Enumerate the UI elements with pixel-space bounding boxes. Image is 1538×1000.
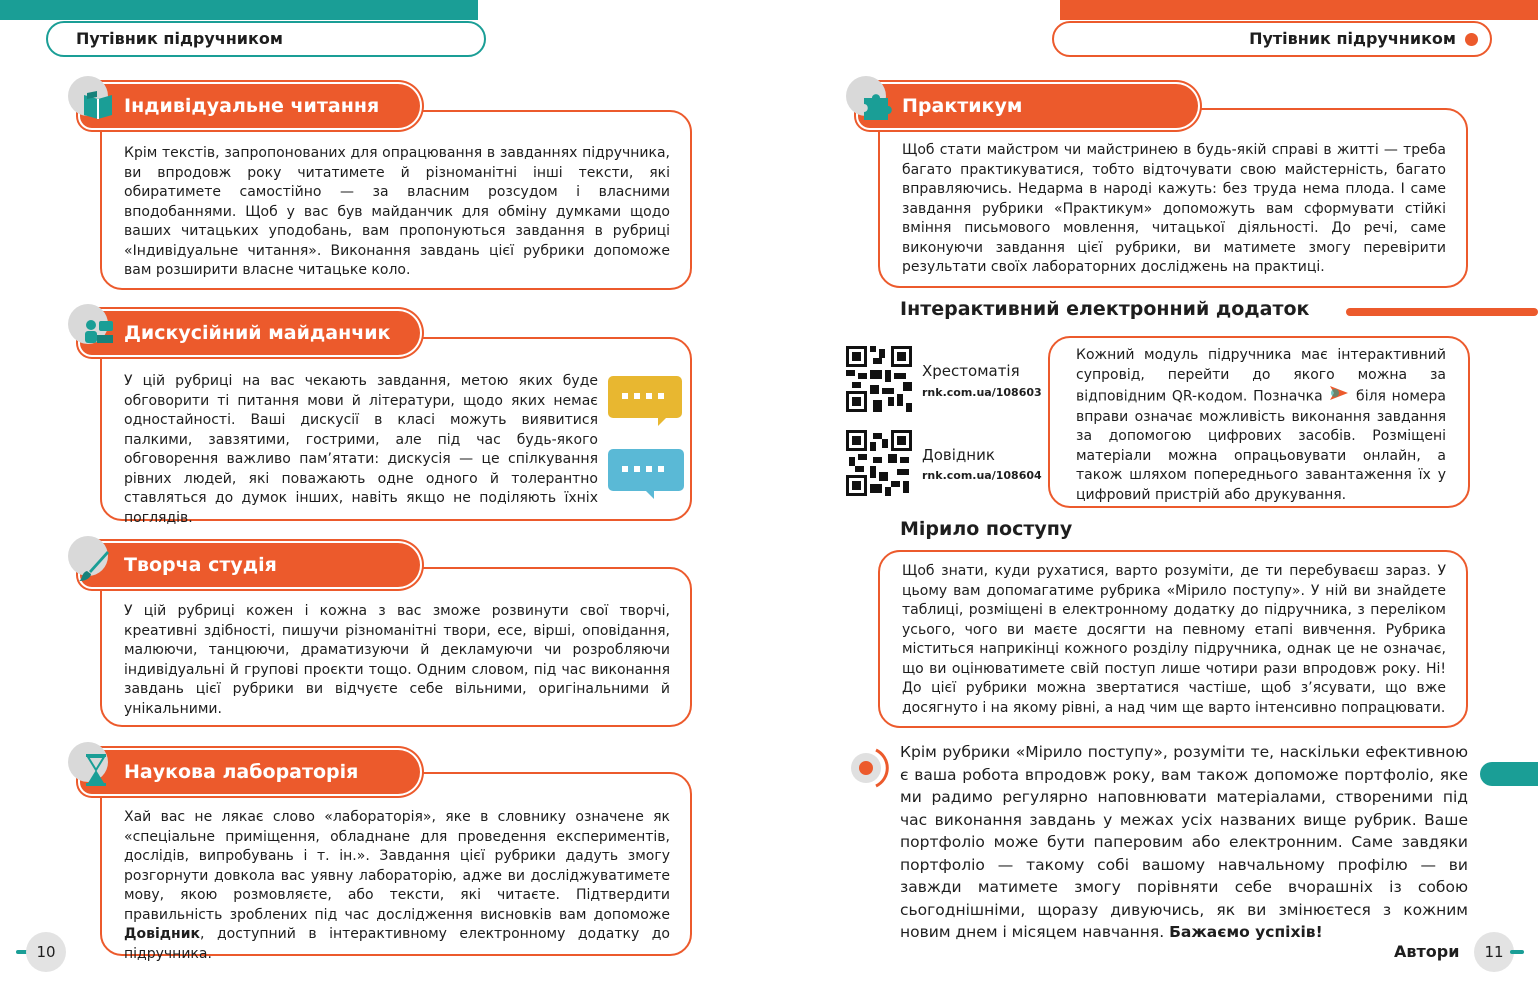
section-text-individual-reading: Крім текстів, запропонованих для опрацювання в завданнях підручника, ви впродовж року читатимете й різноманітні інші тексти, які обиратимете самостійно — за власним розсудом і власними вподобаннями. Щоб у вас був майданчик для обміну думками щодо ваших читацьких уподобань, вам пропонуються завдання в рубриці «Індивідуальне читання». Виконання завдань цієї рубрики допоможе вам розширити власне читацьке коло.: [124, 145, 670, 278]
section-title-text: Практикум: [902, 95, 1023, 117]
heading-orange-line: [1346, 308, 1538, 316]
qr-url-anthology[interactable]: rnk.com.ua/108603: [922, 386, 1042, 399]
section-box-creative-studio: [100, 567, 692, 727]
section-box-practicum: [878, 108, 1468, 288]
qr-label-handbook: Довідник: [922, 446, 995, 464]
brush-icon: [74, 546, 114, 586]
interactive-info-box: [1048, 336, 1470, 508]
text-part: Хай вас не лякає слово «лабораторія», яке в словнику означене як «спеціальне приміщення, обладнане для проведення експериментів, дослідів, випробувань і т. ін.». Завдання цієї рубрики дадуть змогу розгорнути довкола вас уявну лабораторію, адже ви досліджуватимете мову, якою розмовляєте, або тексти, які читаєте. Підтвердити правильність зроблених під час дослідження висновків вам допоможе: [124, 809, 670, 923]
header-title-left-text: Путівник підручником: [76, 29, 283, 48]
section-title-discussion: [80, 311, 420, 355]
section-title-text: Дискусійний майданчик: [124, 322, 391, 344]
section-title-text: Творча студія: [124, 554, 277, 576]
progress-heading: Мірило поступу: [900, 518, 1073, 540]
right-edge-teal-tab: [1480, 762, 1538, 786]
interactive-text: [1076, 346, 1446, 505]
text-part: , доступний в інтерактивному електронному додатку до підручника.: [124, 926, 670, 962]
section-title-text: Індивідуальне читання: [124, 95, 380, 117]
bubble-dots: [622, 466, 668, 472]
section-text-science-lab: [124, 808, 670, 964]
bubble-dots: [622, 393, 668, 399]
section-title-science-lab: [80, 750, 420, 794]
authors-label: Автори: [1394, 942, 1460, 961]
header-dot: [1465, 33, 1478, 46]
section-box-discussion: [100, 337, 692, 526]
section-title-text: Наукова лабораторія: [124, 761, 359, 783]
hourglass-icon: [76, 750, 116, 790]
header-title-right: [1052, 21, 1492, 57]
section-box-science-lab: [100, 772, 692, 962]
yellow-speech-bubble: [608, 376, 682, 418]
header-title-right-text: Путівник підручником: [1249, 29, 1456, 48]
book-icon: [78, 84, 118, 124]
qr-code-handbook[interactable]: [846, 430, 912, 496]
section-text-discussion: У цій рубриці на вас чекають завдання, метою яких буде обговорити ті питання мови й літератури, щодо яких немає одностайності. Ваші дискусії в класі можуть виявитися палкими, завзятими, гострими, але під час будь-якого обговорення важливо пам’ятати: дискусія — це спілкування рівних людей, які поважають одне одного й толерантно ставляться до думок інших, навіть якщо не поділяють їхніх поглядів.: [124, 373, 598, 526]
section-title-practicum: [858, 84, 1198, 128]
section-text-creative-studio: У цій рубриці кожен і кожна з вас зможе розвинути свої творчі, креативні здібності, пишучи різноманітні твори, есе, вірші, оповідання, малюючи, танцюючи, драматизуючи й декламуючи чи розробляючи індивідуальні й групові проєкти тощо. Одним словом, під час виконання завдань цієї рубрики ви відчуєте себе вільними, оригінальними й унікальними.: [124, 603, 670, 717]
footer-dash-right: [1510, 950, 1524, 954]
bubble-tail: [644, 489, 654, 499]
interactive-heading: Інтерактивний електронний додаток: [900, 298, 1310, 320]
section-title-individual-reading: [80, 84, 420, 128]
portfolio-paragraph: [900, 741, 1468, 944]
good-luck-text: Бажаємо успіхів!: [1169, 923, 1323, 941]
qr-label-anthology: Хрестоматія: [922, 362, 1020, 380]
target-icon: [846, 746, 890, 790]
bubble-tail: [658, 416, 668, 426]
top-bar-right: [1060, 0, 1538, 20]
header-title-left: [46, 21, 486, 57]
blue-speech-bubble: [608, 449, 684, 491]
section-box-individual-reading: [100, 110, 692, 290]
section-text-practicum: Щоб стати майстром чи майстринею в будь-якій справі в житті — треба багато практикуватися, тобто відточувати свою майстерність, багато вправляючись. Недарма в народі кажуть: без труда нема плода. І саме завдання рубрики «Практикум» допоможуть вам сформувати стійкі вміння письмового мовлення, читацької діяльності. До речі, саме виконуючи завдання цієї рубрики, ви матимете змогу перевірити результати своїх лабораторних досліджень на практиці.: [902, 142, 1446, 275]
progress-text: Щоб знати, куди рухатися, варто розуміти, де ти перебуваєш зараз. У цьому вам допомагатиме рубрика «Мірило поступу». У ній ви знайдете таблиці, розміщені в електронному додатку до підручника, з переліком усього, чого ви маєте досягти на певному етапі вивчення. Рубрика міститься наприкінці кожного розділу підручника, однак це не означає, що ви оцінюватимете свій поступ лише чотири рази впродовж року. Ні! До цієї рубрики можна звертатися частіше, щоб з’ясувати, що вже досягнуто і на якому рівні, а над чим ще варто інтенсивно попрацювати.: [902, 563, 1446, 716]
progress-box: [878, 550, 1468, 728]
discussion-icon: [78, 312, 118, 352]
page-number-right: 11: [1474, 932, 1514, 972]
top-bar-left: [0, 0, 478, 20]
puzzle-icon: [856, 86, 896, 126]
qr-code-anthology[interactable]: [846, 346, 912, 412]
page-number-left: 10: [26, 932, 66, 972]
text-part: біля номера вправи означає можливість виконання завдання за допомогою цифрових засобів. Розміщені матеріали можна опрацьовувати онлайн, а також шляхом попереднього завантаження їх у цифровий пристрій або друкування.: [1076, 388, 1447, 503]
text-part: Кожний модуль підручника має інтерактивний супровід, перейти до якого можна за відповідним QR-кодом. Позначка: [1076, 347, 1446, 405]
qr-url-handbook[interactable]: rnk.com.ua/108604: [922, 469, 1042, 482]
handbook-link-text: Довідник: [124, 926, 201, 942]
text-part: Крім рубрики «Мірило поступу», розуміти те, наскільки ефективною є ваша робота впродовж року, вам також допоможе портфоліо, яке ми радимо регулярно наповнювати матеріалами, створеними під час виконання завдань у межах усіх названих вище рубрик. Ваше портфоліо може бути паперовим або електронним. Саме завдяки портфоліо — такому собі вашому навчальному профілю — ви завжди матимете змогу порівняти себе вчорашніх із собою сьогоднішніми, щоразу дивуючись, як ви змінюєтеся з кожним новим днем і місяцем навчання.: [900, 743, 1468, 941]
digital-marker-icon: [1328, 385, 1350, 408]
section-title-creative-studio: [80, 543, 420, 587]
